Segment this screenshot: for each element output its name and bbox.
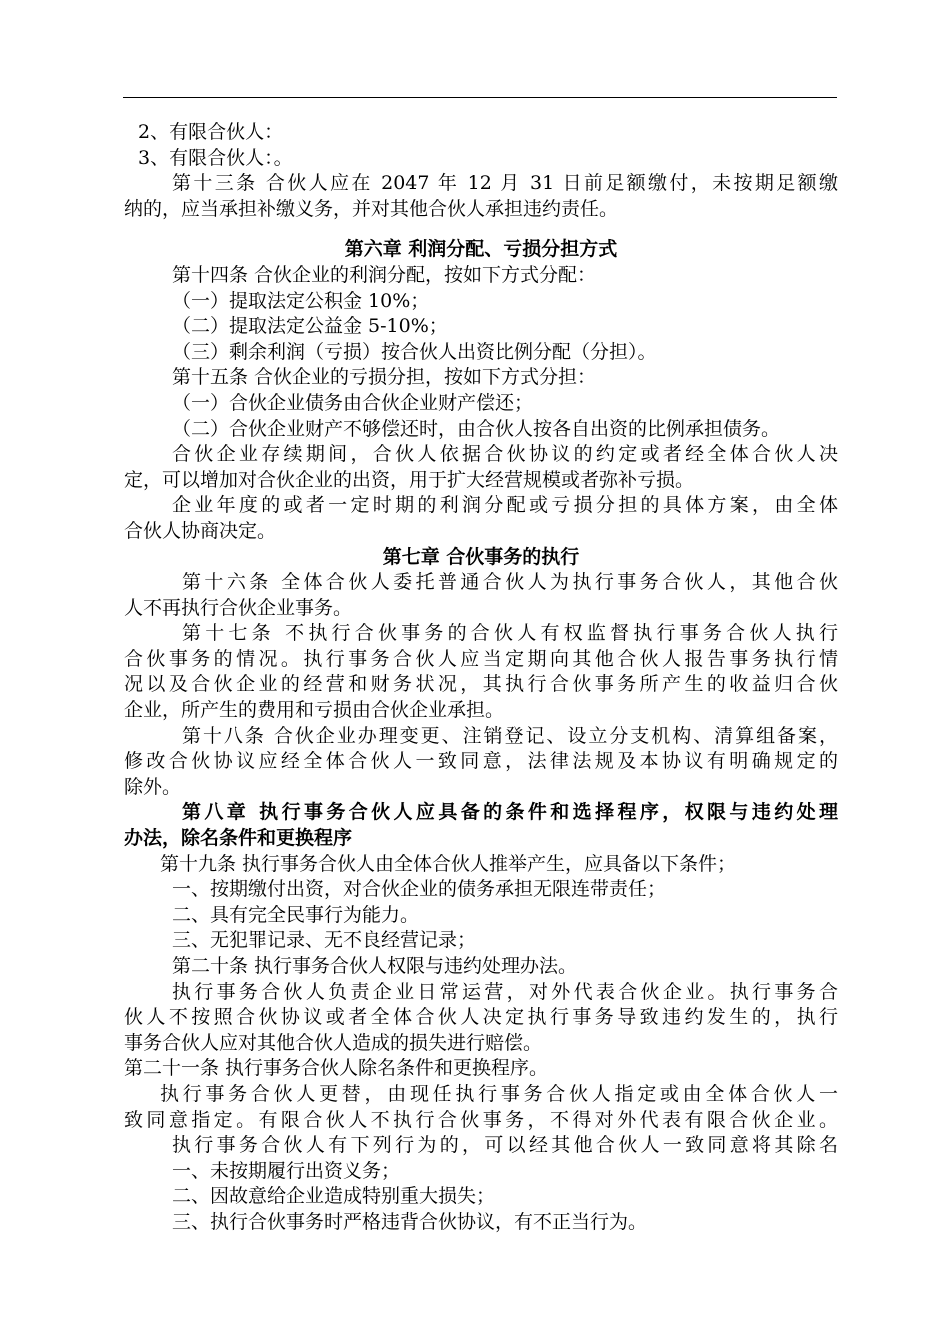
text-line: 三、无犯罪记录、无不良经营记录； [172,929,477,952]
text-line: 二、因故意给企业造成特别重大损失； [172,1185,496,1208]
text-line: 修改合伙协议应经全体合伙人一致同意，法律法规及本协议有明确规定的 [124,750,838,773]
text-line: 2、有限合伙人： [138,121,284,143]
text-line: 企业，所产生的费用和亏损由合伙企业承担。 [124,699,505,722]
text-line: （一）合伙企业债务由合伙企业财产偿还； [172,391,534,414]
document-body [124,120,838,1236]
text-line: 人不再执行合伙企业事务。 [124,596,353,619]
text-line: 第二十条 执行事务合伙人权限与违约处理办法。 [172,955,578,977]
text-line: 合伙企业存续期间，合伙人依据合伙协议的约定或者经全体合伙人决 [172,443,838,466]
text-line: 执行事务合伙人更替，由现任执行事务合伙人指定或由全体合伙人一 [160,1082,838,1105]
text-line: 合伙事务的情况。执行事务合伙人应当定期向其他合伙人报告事务执行情 [124,647,838,670]
text-line: （一）提取法定公积金 10%； [172,289,430,312]
text-line: 事务合伙人应对其他合伙人造成的损失进行赔偿。 [124,1031,543,1054]
header-rule [123,97,837,98]
text-line: 办法，除名条件和更换程序 [124,827,353,850]
text-line: 况以及合伙企业的经营和财务状况，其执行合伙事务所产生的收益归合伙 [124,673,838,696]
text-line: 纳的，应当承担补缴义务，并对其他合伙人承担违约责任。 [124,197,619,220]
text-line: 定，可以增加对合伙企业的出资，用于扩大经营规模或者弥补亏损。 [124,468,695,491]
paragraph-gap [124,222,838,237]
text-line: 第十八条 合伙企业办理变更、注销登记、设立分支机构、清算组备案， [182,724,838,747]
text-line: 第十六条 全体合伙人委托普通合伙人为执行事务合伙人，其他合伙 [182,571,838,594]
text-line: 一、按期缴付出资，对合伙企业的债务承担无限连带责任； [172,878,667,901]
text-line: 执行事务合伙人有下列行为的，可以经其他合伙人一致同意将其除名 [172,1134,838,1157]
text-line: （二）提取法定公益金 5-10%； [172,315,448,338]
text-line: 第十四条 合伙企业的利润分配，按如下方式分配： [172,263,597,286]
text-line: 合伙人协商决定。 [124,519,277,542]
text-line: 除外。 [124,775,182,798]
chapter-heading: 第六章 利润分配、亏损分担方式 [344,238,618,261]
text-line: 三、执行合伙事务时严格违背合伙协议，有不正当行为。 [172,1210,648,1233]
text-line: 第十五条 合伙企业的亏损分担，按如下方式分担： [172,366,597,389]
text-line: （二）合伙企业财产不够偿还时，由合伙人按各自出资的比例承担债务。 [172,417,781,440]
text-line: 伙人不按照合伙协议或者全体合伙人决定执行事务导致违约发生的，执行 [124,1006,838,1029]
text-line: 执行事务合伙人负责企业日常运营，对外代表合伙企业。执行事务合 [172,980,838,1003]
text-line: 二、具有完全民事行为能力。 [172,903,420,926]
text-line: 第十九条 执行事务合伙人由全体合伙人推举产生，应具备以下条件； [160,852,737,875]
chapter-heading: 第七章 合伙事务的执行 [382,545,580,568]
text-line: 致同意指定。有限合伙人不执行合伙事务，不得对外代表有限合伙企业。 [124,1108,838,1131]
text-line: （三）剩余利润（亏损）按合伙人出资比例分配（分担）。 [172,340,657,363]
text-line: 一、未按期履行出资义务； [172,1159,401,1182]
text-line: 第八章 执行事务合伙人应具备的条件和选择程序，权限与违约处理 [182,801,838,824]
text-line: 第二十一条 执行事务合伙人除名条件和更换程序。 [124,1057,549,1080]
text-line: 企业年度的或者一定时期的利润分配或亏损分担的具体方案，由全体 [172,494,838,517]
text-line: 第十三条 合伙人应在 2047 年 12 月 31 日前足额缴付，未按期足额缴 [172,172,838,195]
text-line: 3、有限合伙人：。 [138,146,293,169]
text-line: 第十七条 不执行合伙事务的合伙人有权监督执行事务合伙人执行 [182,622,838,645]
